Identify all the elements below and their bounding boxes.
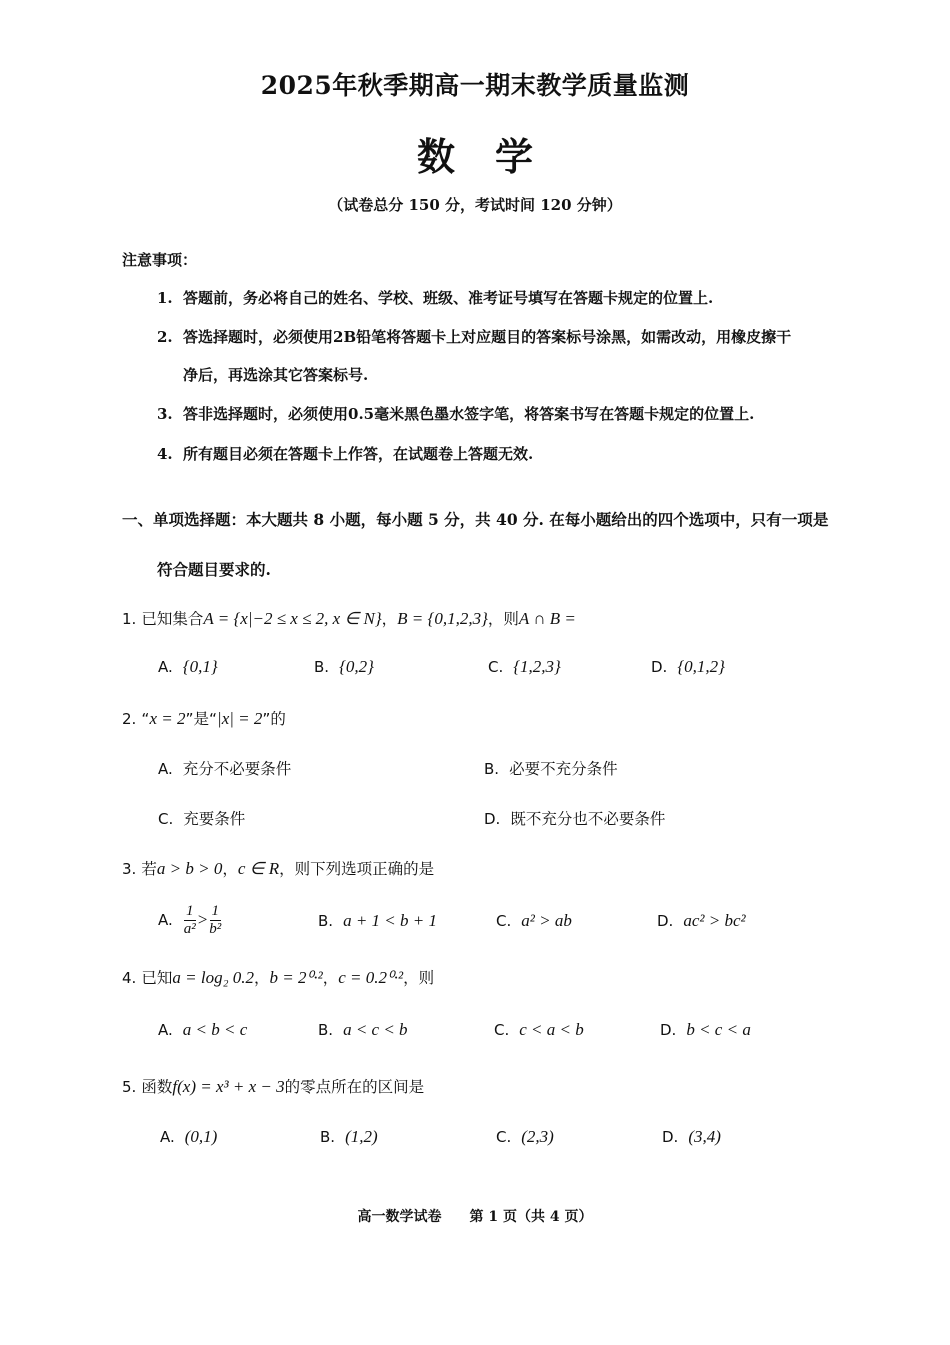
question-1 bbox=[122, 607, 576, 629]
question-text: ，则 bbox=[487, 610, 519, 628]
option-label: C. bbox=[488, 658, 504, 676]
option-c bbox=[496, 911, 572, 931]
question-math: B = {0,1,2,3} bbox=[397, 609, 488, 628]
option-d bbox=[657, 911, 746, 931]
option-b bbox=[320, 1127, 378, 1147]
option-value: a < c < b bbox=[343, 1020, 408, 1039]
question-text: ， bbox=[322, 969, 339, 987]
question-number: 4. bbox=[122, 969, 137, 987]
notice-item-text: 所有题目必须在答题卡上作答，在试题卷上答题无效. bbox=[183, 445, 534, 463]
option-label: C. bbox=[158, 810, 174, 828]
question-text: ”是“ bbox=[185, 710, 218, 728]
question-math: b = 2⁰·² bbox=[269, 968, 323, 987]
option-value: ac² > bc² bbox=[683, 911, 746, 930]
notice-item bbox=[157, 326, 791, 347]
question-math: A = {x|−2 ≤ x ≤ 2, x ∈ N} bbox=[203, 609, 382, 628]
option-d bbox=[660, 1020, 751, 1040]
notice-heading: 注意事项： bbox=[122, 251, 198, 269]
footer-paper-name: 高一数学试卷 bbox=[357, 1209, 442, 1225]
option-label: C. bbox=[494, 1021, 510, 1039]
notice-item-text: 答选择题时，必须使用2B铅笔将答题卡上对应题目的答案标号涂黑，如需改动，用橡皮擦干 bbox=[183, 328, 792, 346]
option-value: (1,2) bbox=[345, 1127, 378, 1146]
question-text: ，则 bbox=[403, 969, 435, 987]
question-3 bbox=[122, 857, 434, 879]
option-d bbox=[484, 807, 665, 829]
option-label: D. bbox=[660, 1021, 677, 1039]
question-math: a = log₂ 0.2 bbox=[172, 968, 255, 987]
option-d bbox=[662, 1127, 721, 1147]
option-label: A. bbox=[158, 911, 173, 929]
option-value: (2,3) bbox=[521, 1127, 554, 1146]
option-label: B. bbox=[320, 1128, 336, 1146]
option-label: D. bbox=[657, 912, 674, 930]
comparison-sign: > bbox=[196, 910, 209, 929]
exam-title: 2025年秋季期高一期末教学质量监测 bbox=[260, 71, 690, 100]
question-text: ”的 bbox=[262, 710, 286, 728]
question-4 bbox=[122, 966, 434, 988]
notice-item-number: 2. bbox=[157, 328, 173, 346]
option-label: B. bbox=[318, 1021, 334, 1039]
option-c bbox=[496, 1127, 554, 1147]
notice-item bbox=[157, 443, 533, 464]
option-value: a² > ab bbox=[521, 911, 572, 930]
question-math: |x| = 2 bbox=[217, 709, 263, 728]
question-number: 2. bbox=[122, 710, 137, 728]
option-label: B. bbox=[314, 658, 330, 676]
question-math: c ∈ R bbox=[237, 859, 280, 878]
question-2 bbox=[122, 707, 286, 729]
option-value: 必要不充分条件 bbox=[509, 760, 618, 778]
fraction-denominator: a² bbox=[183, 921, 196, 937]
option-value: (0,1) bbox=[184, 1127, 218, 1146]
section-heading: 一、单项选择题：本大题共 8 小题，每小题 5 分，共 40 分. 在每小题给出的四个选项中，只有一项是 bbox=[122, 510, 829, 529]
notice-item bbox=[157, 403, 754, 424]
question-5 bbox=[122, 1075, 424, 1097]
question-text: ，则下列选项正确的是 bbox=[279, 860, 435, 878]
option-a bbox=[158, 757, 291, 779]
notice-item-continuation: 净后，再选涂其它答案标号. bbox=[183, 366, 369, 384]
option-b bbox=[314, 657, 374, 677]
option-value: {0,1,2} bbox=[677, 657, 725, 676]
notice-item-number: 1. bbox=[157, 289, 173, 307]
option-value: {1,2,3} bbox=[513, 657, 561, 676]
option-b bbox=[318, 1020, 408, 1040]
option-c bbox=[494, 1020, 584, 1040]
question-text: “ bbox=[141, 710, 150, 728]
question-math: c = 0.2⁰·² bbox=[338, 968, 404, 987]
option-label: A. bbox=[158, 1021, 173, 1039]
option-label: A. bbox=[158, 760, 173, 778]
fraction-numerator: 1 bbox=[186, 903, 194, 919]
option-b bbox=[484, 757, 618, 779]
option-value: 既不充分也不必要条件 bbox=[510, 810, 666, 828]
option-value: {0,1} bbox=[182, 657, 218, 676]
question-number: 1. bbox=[122, 610, 137, 628]
subject-title bbox=[0, 126, 950, 181]
option-label: B. bbox=[318, 912, 334, 930]
subject-char-2: 学 bbox=[495, 134, 534, 179]
notice-item bbox=[157, 287, 713, 308]
question-text: 的零点所在的区间是 bbox=[284, 1078, 425, 1096]
option-label: D. bbox=[651, 658, 668, 676]
option-c bbox=[158, 807, 245, 829]
question-math: f(x) = x³ + x − 3 bbox=[172, 1077, 285, 1096]
question-text: ， bbox=[381, 610, 398, 628]
question-math: x = 2 bbox=[149, 709, 186, 728]
page-footer bbox=[0, 1206, 950, 1226]
option-label: B. bbox=[484, 760, 500, 778]
fraction bbox=[184, 903, 196, 938]
question-text: 已知集合 bbox=[141, 610, 204, 628]
option-value: b < c < a bbox=[686, 1020, 751, 1039]
question-math: a > b > 0 bbox=[156, 859, 223, 878]
option-d bbox=[651, 657, 725, 677]
option-b bbox=[318, 911, 437, 931]
option-a bbox=[158, 1020, 247, 1040]
fraction-numerator: 1 bbox=[211, 903, 219, 919]
question-number: 5. bbox=[122, 1078, 137, 1096]
option-value: (3,4) bbox=[688, 1127, 721, 1146]
option-a bbox=[158, 903, 222, 938]
fraction-denominator: b² bbox=[209, 921, 222, 937]
option-label: A. bbox=[160, 1128, 175, 1146]
option-value: c < a < b bbox=[519, 1020, 584, 1039]
option-label: C. bbox=[496, 1128, 512, 1146]
notice-item-number: 3. bbox=[157, 405, 173, 423]
fraction bbox=[209, 903, 221, 938]
option-value: a < b < c bbox=[182, 1020, 248, 1039]
question-text: 已知 bbox=[141, 969, 173, 987]
option-label: D. bbox=[484, 810, 501, 828]
notice-item-text: 答非选择题时，必须使用0.5毫米黑色墨水签字笔，将答案书写在答题卡规定的位置上. bbox=[183, 405, 755, 423]
question-text: ， bbox=[222, 860, 238, 878]
exam-info: （试卷总分 150 分，考试时间 120 分钟） bbox=[328, 196, 622, 214]
option-label: D. bbox=[662, 1128, 679, 1146]
option-a bbox=[158, 657, 218, 677]
section-heading-continuation: 符合题目要求的. bbox=[157, 560, 271, 579]
question-text: 函数 bbox=[141, 1078, 173, 1096]
notice-item-text: 答题前，务必将自己的姓名、学校、班级、准考证号填写在答题卡规定的位置上. bbox=[183, 289, 714, 307]
question-number: 3. bbox=[122, 860, 137, 878]
subject-char-1: 数 bbox=[416, 134, 455, 179]
question-math: A ∩ B = bbox=[518, 609, 576, 628]
option-value: 充要条件 bbox=[183, 810, 246, 828]
option-value: {0,2} bbox=[339, 657, 374, 676]
option-label: A. bbox=[158, 658, 173, 676]
option-value: 充分不必要条件 bbox=[182, 760, 292, 778]
question-text: 若 bbox=[141, 860, 157, 878]
footer-page-number: 第 1 页（共 4 页） bbox=[469, 1209, 593, 1225]
option-label: C. bbox=[496, 912, 512, 930]
option-c bbox=[488, 657, 561, 677]
option-value: a + 1 < b + 1 bbox=[343, 911, 437, 930]
option-a bbox=[160, 1127, 217, 1147]
question-text: ， bbox=[254, 969, 270, 987]
notice-item-number: 4. bbox=[157, 445, 173, 463]
